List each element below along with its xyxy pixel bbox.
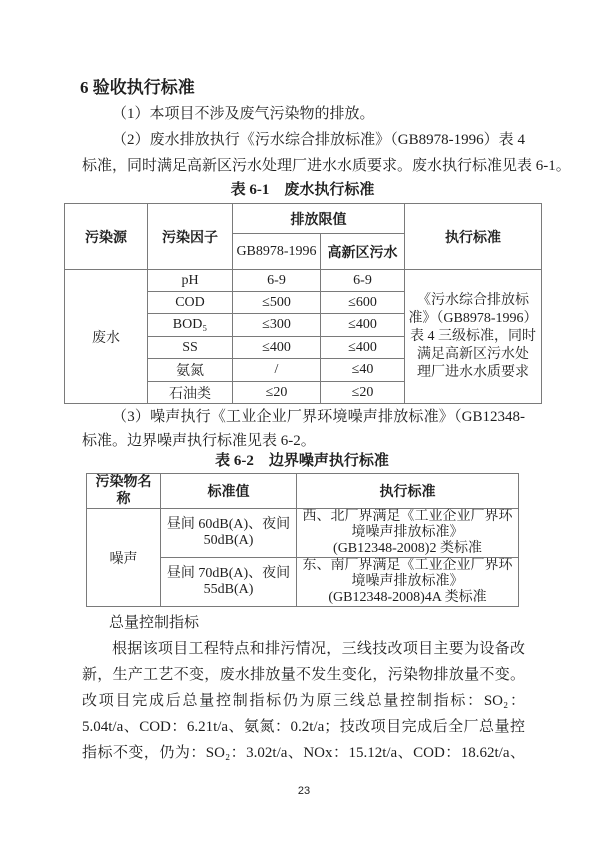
cell-factor: SS	[148, 337, 233, 359]
header-hi-tech-zone: 高新区污水	[321, 234, 405, 270]
paragraph-line: （3）噪声执行《工业企业厂界环境噪声排放标准》（GB12348-	[112, 409, 525, 425]
header-discharge-limits: 排放限值	[233, 204, 405, 234]
standard-line: 境噪声排放标准》	[351, 574, 464, 589]
paragraph-line: （2）废水排放执行《污水综合排放标准》（GB8978-1996）表 4	[112, 132, 525, 148]
cell-standard-value	[161, 509, 297, 558]
paragraph-line: 标准，同时满足高新区污水处理厂进水水质要求。废水执行标准见表 6-1。	[82, 158, 571, 174]
standard-line: 表 4 三级标准，同时	[410, 328, 536, 344]
value-line: 55dB(A)	[203, 582, 254, 597]
cell-standard	[405, 270, 542, 404]
cell-factor: COD	[148, 292, 233, 314]
table1-caption: 表 6-1 废水执行标准	[230, 182, 375, 198]
header-pollutant-name	[87, 474, 161, 509]
total-control-heading: 总量控制指标	[109, 615, 200, 631]
header-line: 称	[116, 492, 131, 507]
standard-line: (GB12348-2008)2 类标准	[333, 541, 482, 556]
paragraph-line: （1）本项目不涉及废气污染物的排放。	[112, 106, 375, 122]
cell-source: 废水	[65, 270, 148, 404]
cell-gb-limit: ≤400	[233, 337, 321, 359]
cell-gb-limit: ≤500	[233, 292, 321, 314]
table-header-row	[87, 474, 519, 509]
cell-gb-limit: ≤20	[233, 382, 321, 404]
cell-zone-limit: ≤400	[321, 314, 405, 337]
noise-paragraph	[82, 405, 525, 453]
cell-factor: 石油类	[148, 382, 233, 404]
value-line: 50dB(A)	[203, 533, 254, 548]
header-line: 污染物名	[95, 475, 152, 490]
paragraph-line: 新，生产工艺不变，废水排放量不发生变化，污染物排放量不变。	[82, 667, 525, 683]
standard-line: 《污水综合排放标	[417, 292, 529, 308]
header-standard: 执行标准	[405, 204, 542, 270]
cell-zone-limit: ≤600	[321, 292, 405, 314]
header-pollution-factor: 污染因子	[148, 204, 233, 270]
cell-factor: pH	[148, 270, 233, 292]
value-line: 昼间 70dB(A)、夜间	[166, 566, 291, 581]
total-control-section	[82, 610, 525, 766]
paragraph-line: 标准。边界噪声执行标准见表 6-2。	[82, 433, 316, 449]
cell-gb-limit: 6-9	[233, 270, 321, 292]
page-number: 23	[297, 785, 311, 797]
header-gb8978: GB8978-1996	[233, 234, 321, 270]
noise-standards-table	[86, 473, 519, 607]
value-line: 昼间 60dB(A)、夜间	[166, 517, 291, 532]
cell-zone-limit: ≤20	[321, 382, 405, 404]
cell-gb-limit: ≤300	[233, 314, 321, 337]
cell-pollutant: 噪声	[87, 509, 161, 607]
paragraph-line: 改项目完成后总量控制指标仍为原三线总量控制指标：SO₂：	[82, 693, 525, 709]
standard-line: (GB12348-2008)4A 类标准	[328, 590, 487, 605]
paragraph-line: 5.04t/a、COD：6.21t/a、氨氮：0.2t/a；技改项目完成后全厂总量控	[82, 719, 525, 735]
table-row	[87, 509, 519, 558]
cell-factor: 氨氮	[148, 359, 233, 382]
standard-line: 理厂进水水质要求	[417, 364, 529, 380]
cell-zone-limit: ≤40	[321, 359, 405, 382]
table-header-row	[65, 204, 542, 234]
cell-factor: BOD₅	[148, 314, 233, 337]
table-row	[65, 270, 542, 292]
cell-standard	[297, 509, 519, 558]
cell-zone-limit: 6-9	[321, 270, 405, 292]
paragraph-line: 根据该项目工程特点和排污情况，三线技改项目主要为设备改	[112, 641, 525, 657]
standard-line: 境噪声排放标准》	[351, 525, 464, 540]
cell-zone-limit: ≤400	[321, 337, 405, 359]
cell-standard	[297, 558, 519, 607]
section-title: 6 验收执行标准	[80, 78, 195, 97]
intro-paragraphs	[82, 101, 571, 179]
standard-line: 东、南厂界满足《工业企业厂界环	[302, 558, 513, 573]
header-pollution-source: 污染源	[65, 204, 148, 270]
standard-line: 满足高新区污水处	[417, 346, 529, 362]
standard-line: 西、北厂界满足《工业企业厂界环	[302, 509, 513, 524]
cell-standard-value	[161, 558, 297, 607]
table2-caption: 表 6-2 边界噪声执行标准	[215, 453, 389, 469]
header-standard: 执行标准	[297, 474, 519, 509]
wastewater-standards-table	[64, 203, 542, 404]
header-standard-value: 标准值	[161, 474, 297, 509]
standard-line: 准》（GB8978-1996）	[408, 310, 538, 326]
cell-gb-limit: /	[233, 359, 321, 382]
paragraph-line: 指标不变，仍为：SO₂：3.02t/a、NOx：15.12t/a、COD：18.62t/a、	[82, 745, 525, 761]
